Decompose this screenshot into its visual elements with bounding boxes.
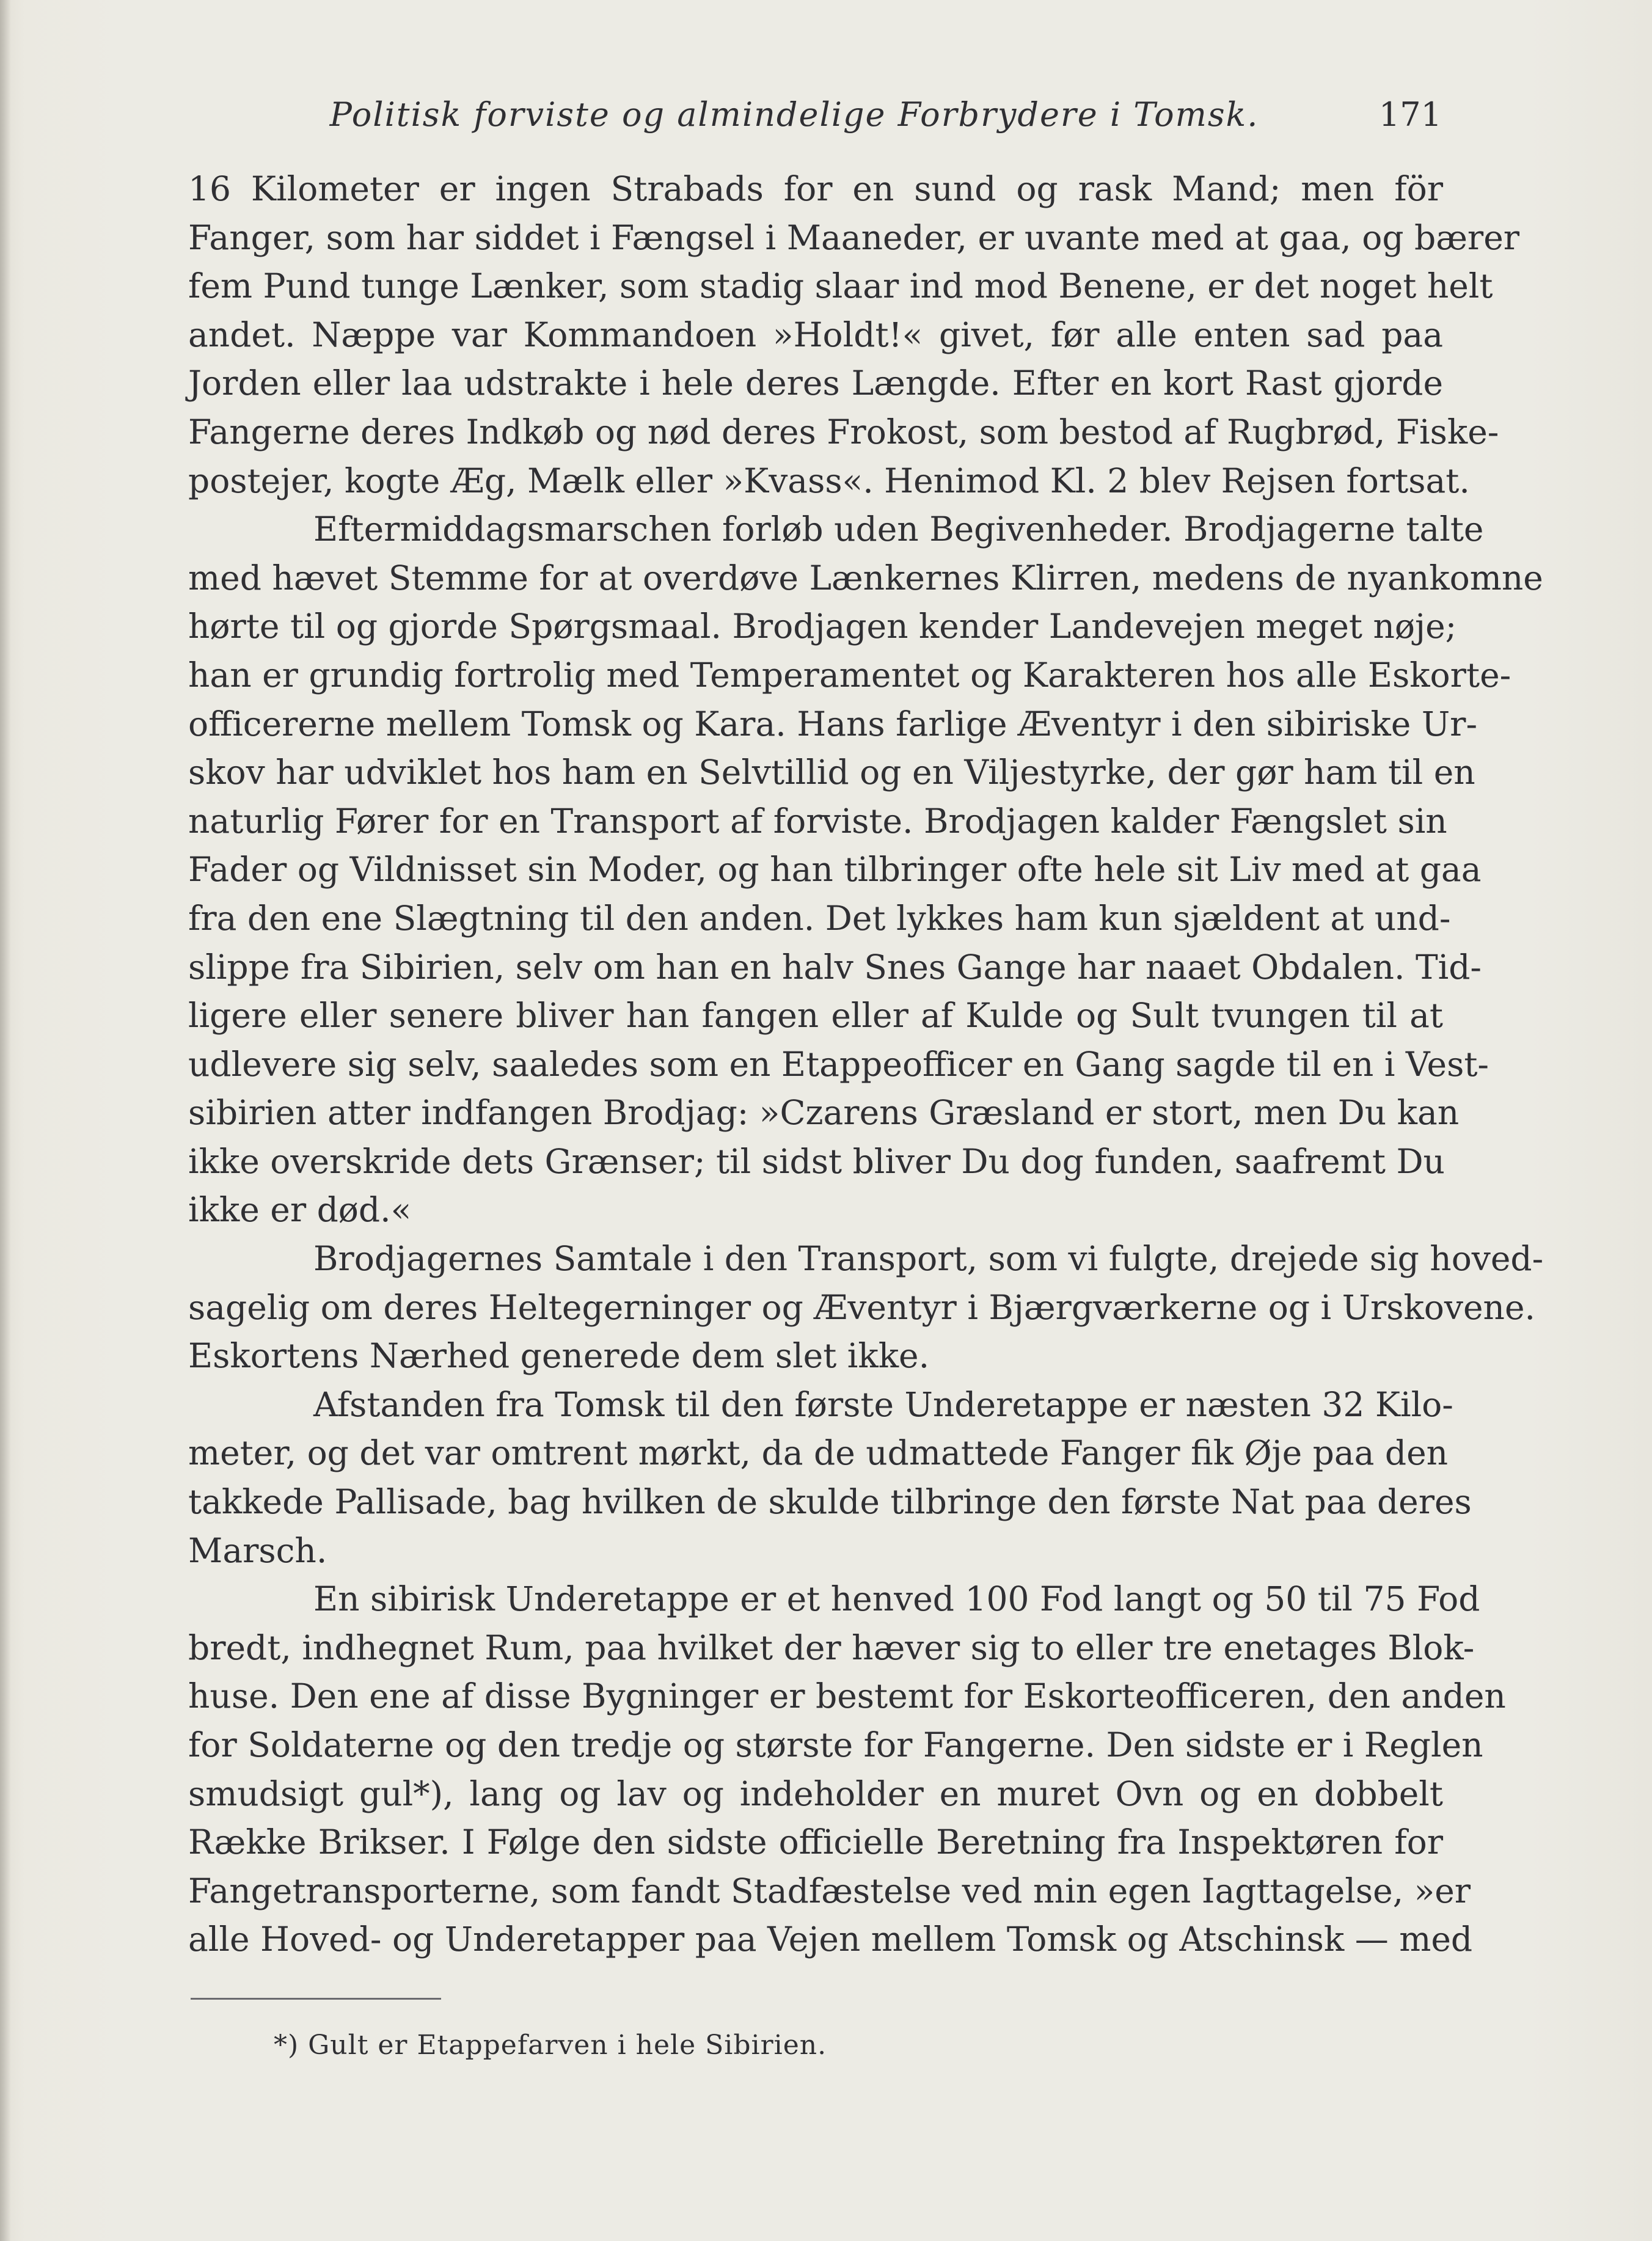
text-line: udlevere sig selv, saaledes som en Etappeofficer en Gang sagde til en i Vest- bbox=[188, 1044, 1489, 1084]
text-line: ligere eller senere bliver han fangen eller af Kulde og Sult tvungen til at bbox=[188, 996, 1443, 1036]
text-line: huse. Den ene af disse Bygninger er bestemt for Eskorteofficeren, den anden bbox=[188, 1676, 1506, 1716]
binding-shadow bbox=[0, 0, 11, 2241]
footnote: *) Gult er Etappefarven i hele Sibirien. bbox=[274, 2030, 827, 2061]
text-line: Jorden eller laa udstrakte i hele deres Længde. Efter en kort Rast gjorde bbox=[188, 364, 1443, 403]
text-line: officererne mellem Tomsk og Kara. Hans farlige Æventyr i den sibiriske Ur- bbox=[188, 704, 1478, 744]
text-line: naturlig Fører for en Transport af forviste. Brodjagen kalder Fængslet sin bbox=[188, 801, 1447, 841]
page-number: 171 bbox=[1378, 95, 1442, 134]
text-line: Brodjagernes Samtale i den Transport, som vi fulgte, drejede sig hoved- bbox=[313, 1239, 1544, 1279]
footnote-rule bbox=[191, 1998, 441, 2000]
text-line: sibirien atter indfangen Brodjag: »Czarens Græsland er stort, men Du kan bbox=[188, 1093, 1460, 1133]
text-line: Eftermiddagsmarschen forløb uden Begivenheder. Brodjagerne talte bbox=[313, 510, 1484, 549]
text-line: En sibirisk Underetappe er et henved 100 Fod langt og 50 til 75 Fod bbox=[313, 1579, 1480, 1619]
text-line: hørte til og gjorde Spørgsmaal. Brodjagen kender Landevejen meget nøje; bbox=[188, 607, 1457, 646]
text-line: ikke er død.« bbox=[188, 1190, 412, 1230]
text-line: med hævet Stemme for at overdøve Lænkernes Klirren, medens de nyankomne bbox=[188, 558, 1543, 598]
text-line: postejer, kogte Æg, Mælk eller »Kvass«. Henimod Kl. 2 blev Rejsen fortsat. bbox=[188, 461, 1470, 500]
text-line: takkede Pallisade, bag hvilken de skulde tilbringe den første Nat paa deres bbox=[188, 1482, 1472, 1522]
running-head bbox=[189, 92, 1442, 141]
text-line: meter, og det var omtrent mørkt, da de udmattede Fanger fik Øje paa den bbox=[188, 1433, 1449, 1473]
text-line: Fangerne deres Indkøb og nød deres Frokost, som bestod af Rugbrød, Fiske- bbox=[188, 412, 1499, 451]
text-line: bredt, indhegnet Rum, paa hvilket der hæver sig to eller tre enetages Blok- bbox=[188, 1628, 1475, 1667]
text-line: alle Hoved- og Underetapper paa Vejen mellem Tomsk og Atschinsk — med bbox=[188, 1920, 1473, 1959]
text-line: slippe fra Sibirien, selv om han en halv Snes Gange har naaet Obdalen. Tid- bbox=[188, 947, 1482, 987]
text-line: Række Brikser. I Følge den sidste officielle Beretning fra Inspektøren for bbox=[188, 1822, 1443, 1862]
running-title: Politisk forviste og almindelige Forbrydere i Tomsk. bbox=[329, 95, 1259, 134]
text-line: sagelig om deres Heltegerninger og Æventyr i Bjærgværkerne og i Urskovene. bbox=[188, 1287, 1535, 1327]
text-line: andet. Næppe var Kommandoen »Holdt!« givet, før alle enten sad paa bbox=[188, 315, 1443, 354]
text-line: Eskortens Nærhed generede dem slet ikke. bbox=[188, 1336, 930, 1376]
text-line: Fader og Vildnisset sin Moder, og han tilbringer ofte hele sit Liv med at gaa bbox=[188, 850, 1482, 890]
text-line: Afstanden fra Tomsk til den første Underetappe er næsten 32 Kilo- bbox=[313, 1384, 1453, 1424]
text-line: 16 Kilometer er ingen Strabads for en sund og rask Mand; men för bbox=[188, 169, 1443, 208]
text-line: for Soldaterne og den tredje og største for Fangerne. Den sidste er i Reglen bbox=[188, 1725, 1483, 1764]
text-line: ikke overskride dets Grænser; til sidst bliver Du dog funden, saafremt Du bbox=[188, 1141, 1445, 1181]
text-line: han er grundig fortrolig med Temperamentet og Karakteren hos alle Eskorte- bbox=[188, 655, 1511, 695]
body-text bbox=[188, 165, 1544, 1964]
text-line: Fangetransporterne, som fandt Stadfæstelse ved min egen Iagttagelse, »er bbox=[188, 1871, 1471, 1910]
text-line: smudsigt gul*), lang og lav og indeholder en muret Ovn og en dobbelt bbox=[188, 1774, 1443, 1813]
text-line: Fanger, som har siddet i Fængsel i Maaneder, er uvante med at gaa, og bærer bbox=[188, 218, 1520, 257]
text-line: fem Pund tunge Lænker, som stadig slaar ind mod Benene, er det noget helt bbox=[188, 266, 1493, 306]
text-line: fra den ene Slægtning til den anden. Det lykkes ham kun sjældent at und- bbox=[188, 898, 1451, 938]
text-line: skov har udviklet hos ham en Selvtillid og en Viljestyrke, der gør ham til en bbox=[188, 753, 1475, 792]
text-line: Marsch. bbox=[188, 1530, 327, 1570]
